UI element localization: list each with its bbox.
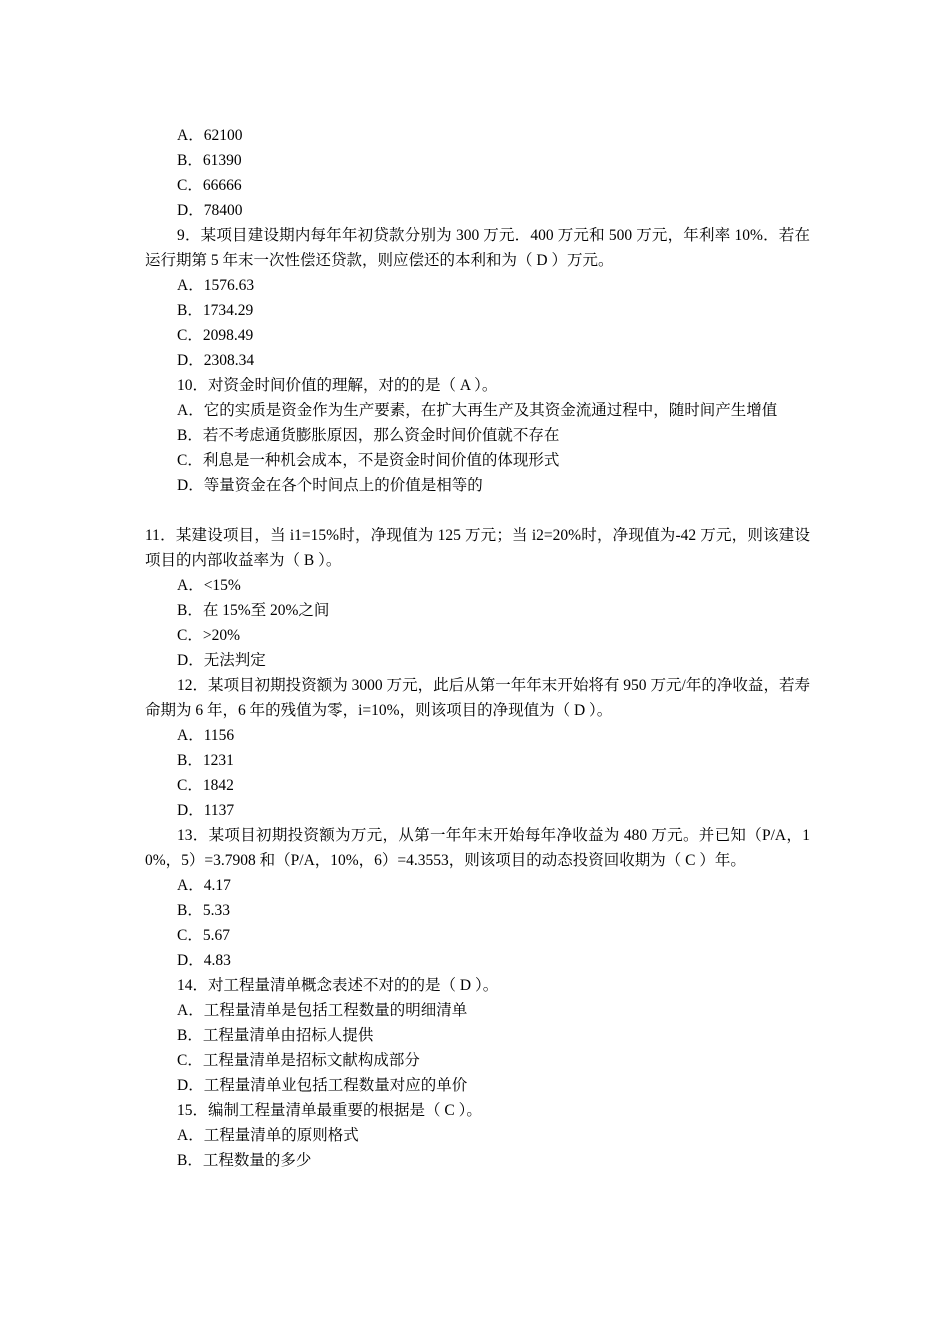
option-a: A．它的实质是资金作为生产要素，在扩大再生产及其资金流通过程中，随时间产生增值 — [177, 402, 778, 419]
question-stem: 15．编制工程量清单最重要的根据是（ C ）。 — [177, 1102, 482, 1119]
question-9 — [145, 223, 810, 373]
question-stem: 11．某建设项目，当 i1=15%时，净现值为 125 万元；当 i2=20%时，净现值为-42 万元，则该建设项目的内部收益率为（ B ）。 — [145, 527, 810, 569]
option-b: B．工程量清单由招标人提供 — [177, 1027, 374, 1044]
option-d: D．2308.34 — [177, 352, 255, 369]
option-c: C．2098.49 — [177, 327, 254, 344]
question-13 — [145, 823, 810, 973]
option-a: A．4.17 — [177, 877, 231, 894]
question-15 — [145, 1098, 810, 1173]
blank-line — [145, 498, 810, 523]
option-b: B．在 15%至 20%之间 — [177, 602, 330, 619]
question-11 — [145, 523, 810, 673]
option-d: D．78400 — [177, 202, 243, 219]
option-c: C．利息是一种机会成本，不是资金时间价值的体现形式 — [177, 452, 560, 469]
option-c: C．>20% — [177, 627, 240, 644]
option-c: C．5.67 — [177, 927, 230, 944]
question-stem: 12．某项目初期投资额为 3000 万元，此后从第一年年末开始将有 950 万元/年的净收益，若寿命期为 6 年，6 年的残值为零，i=10%，则该项目的净现值为（ D ）。 — [145, 677, 810, 719]
question-stem: 9．某项目建设期内每年年初贷款分别为 300 万元．400 万元和 500 万元，年利率 10%．若在运行期第 5 年末一次性偿还贷款，则应偿还的本利和为（ D ）万元。 — [145, 227, 810, 269]
question-14 — [145, 973, 810, 1098]
option-c: C．工程量清单是招标文献构成部分 — [177, 1052, 420, 1069]
option-b: B．工程数量的多少 — [177, 1152, 312, 1169]
option-b: B．若不考虑通货膨胀原因，那么资金时间价值就不存在 — [177, 427, 560, 444]
question-stem: 10．对资金时间价值的理解，对的的是（ A ）。 — [177, 377, 498, 394]
option-b: B．61390 — [177, 152, 242, 169]
option-d: D．1137 — [177, 802, 235, 819]
option-a: A．1156 — [177, 727, 235, 744]
option-b: B．1734.29 — [177, 302, 254, 319]
option-c: C．1842 — [177, 777, 234, 794]
option-d: D．无法判定 — [177, 652, 266, 669]
option-a: A．工程量清单是包括工程数量的明细清单 — [177, 1002, 468, 1019]
question-12 — [145, 673, 810, 823]
option-a: A．<15% — [177, 577, 241, 594]
question-stem: 14．对工程量清单概念表述不对的的是（ D ）。 — [177, 977, 499, 994]
document-body — [145, 123, 810, 1173]
option-a: A．工程量清单的原则格式 — [177, 1127, 359, 1144]
question-8-options — [145, 123, 810, 223]
option-a: A．1576.63 — [177, 277, 255, 294]
option-a: A．62100 — [177, 127, 243, 144]
option-d: D．工程量清单业包括工程数量对应的单价 — [177, 1077, 468, 1094]
question-10 — [145, 373, 810, 498]
option-d: D．等量资金在各个时间点上的价值是相等的 — [177, 477, 483, 494]
option-b: B．1231 — [177, 752, 234, 769]
option-d: D．4.83 — [177, 952, 231, 969]
option-c: C．66666 — [177, 177, 242, 194]
question-stem: 13．某项目初期投资额为万元，从第一年年末开始每年净收益为 480 万元。并已知（P/A，10%，5）=3.7908 和（P/A，10%，6）=4.3553，则该项目的动态投资回收期为（ C ）年。 — [145, 827, 810, 869]
option-b: B．5.33 — [177, 902, 230, 919]
